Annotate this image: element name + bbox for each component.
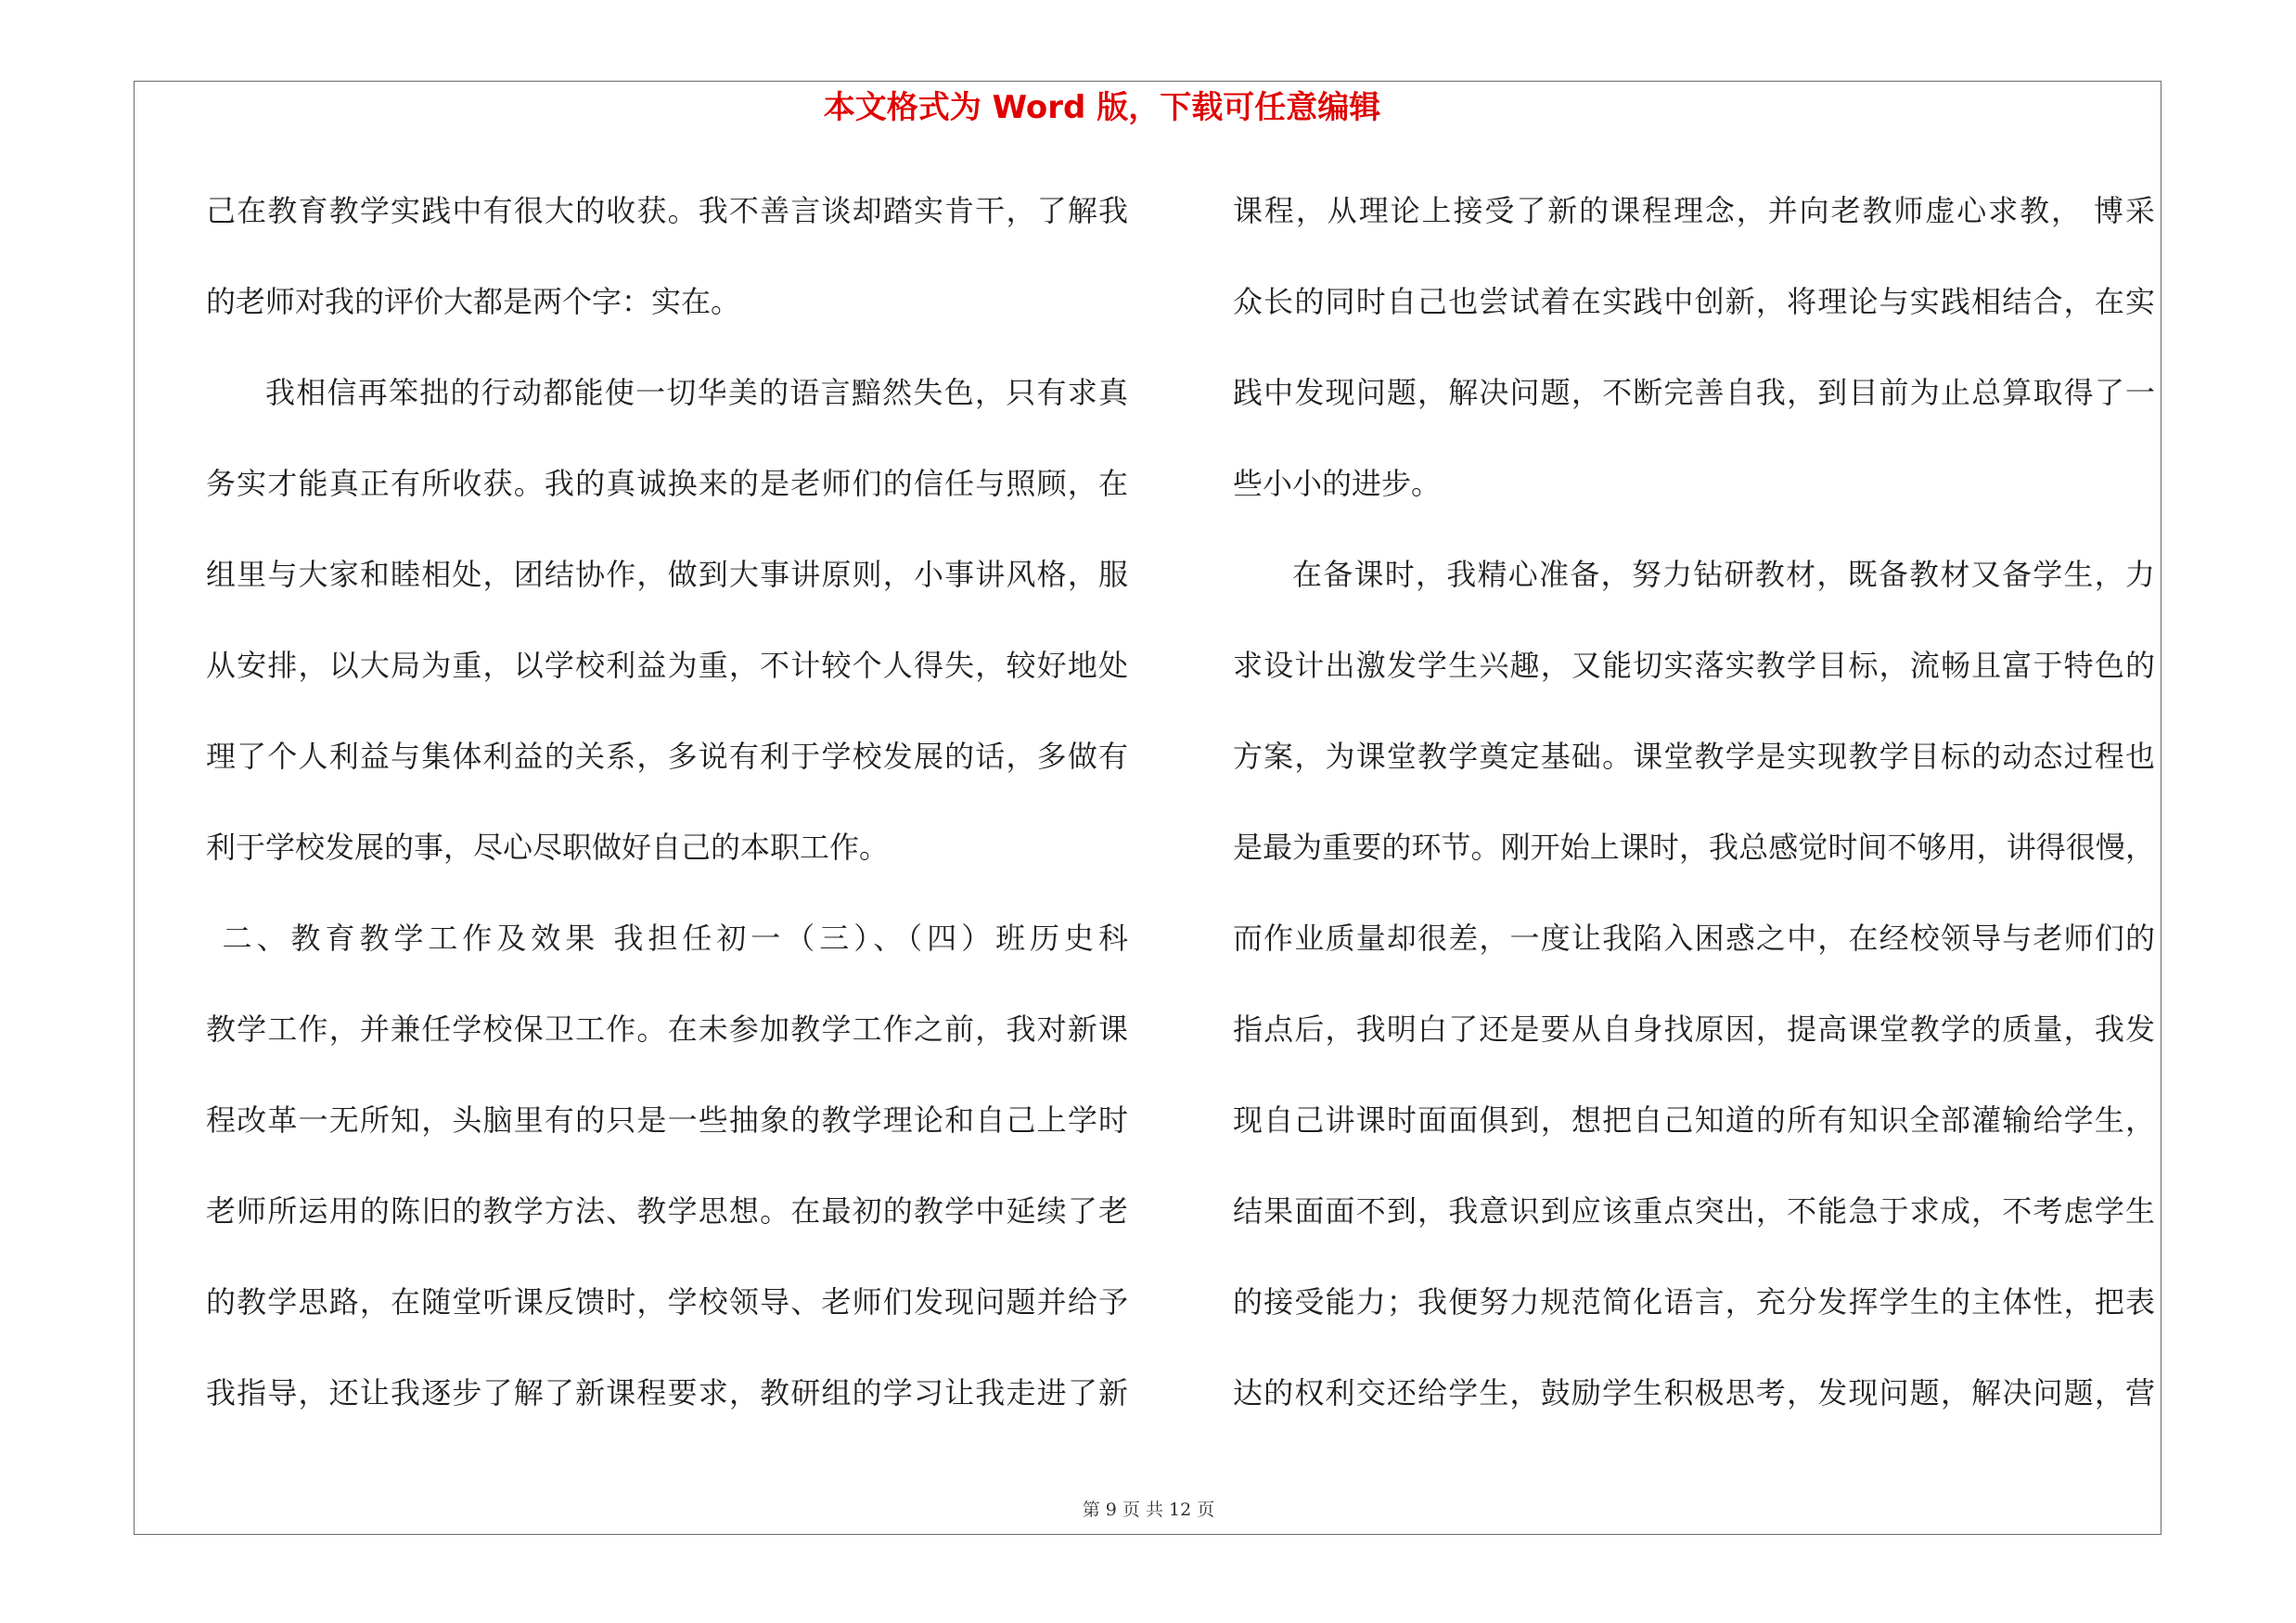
text-line: 教学工作，并兼任学校保卫工作。在未参加教学工作之前，我对新课: [206, 1011, 1128, 1047]
text-line: 的教学思路，在随堂听课反馈时，学校领导、老师们发现问题并给予: [206, 1284, 1128, 1320]
text-line: 达的权利交还给学生，鼓励学生积极思考，发现问题，解决问题，营: [1233, 1375, 2155, 1410]
text-line: 的接受能力；我便努力规范简化语言，充分发挥学生的主体性，把表: [1233, 1284, 2155, 1320]
text-line: 些小小的进步。: [1233, 466, 1442, 501]
text-line: 结果面面不到，我意识到应该重点突出，不能急于求成，不考虑学生: [1233, 1193, 2155, 1229]
text-line: 我指导，还让我逐步了解了新课程要求，教研组的学习让我走进了新: [206, 1375, 1128, 1410]
text-line: 是最为重要的环节。刚开始上课时，我总感觉时间不够用，讲得很慢，: [1233, 830, 2155, 865]
text-line: 在备课时，我精心准备，努力钻研教材，既备教材又备学生，力: [1292, 557, 2155, 592]
text-line: 课程，从理论上接受了新的课程理念，并向老教师虚心求教， 博采: [1233, 193, 2155, 228]
section-heading-line: 二、教育教学工作及效果 我担任初一（三）、（四）班历史科: [222, 921, 1128, 956]
text-line: 方案，为课堂教学奠定基础。课堂教学是实现教学目标的动态过程也: [1233, 739, 2155, 774]
text-line: 求设计出激发学生兴趣，又能切实落实教学目标，流畅且富于特色的: [1233, 648, 2155, 683]
text-line: 而作业质量却很差，一度让我陷入困惑之中，在经校领导与老师们的: [1233, 921, 2155, 956]
text-line: 从安排，以大局为重，以学校利益为重，不计较个人得失，较好地处: [206, 648, 1128, 683]
text-line: 利于学校发展的事，尽心尽职做好自己的本职工作。: [206, 830, 890, 865]
text-line: 我相信再笨拙的行动都能使一切华美的语言黯然失色，只有求真: [265, 375, 1128, 410]
text-line: 老师所运用的陈旧的教学方法、教学思想。在最初的教学中延续了老: [206, 1193, 1128, 1229]
format-notice-header: 本文格式为 Word 版，下载可任意编辑: [823, 89, 1381, 126]
text-line: 践中发现问题，解决问题，不断完善自我，到目前为止总算取得了一: [1233, 375, 2155, 410]
right-column: [1233, 165, 2155, 1438]
left-column: [206, 165, 1128, 1438]
text-line: 组里与大家和睦相处，团结协作，做到大事讲原则，小事讲风格，服: [206, 557, 1128, 592]
text-line: 务实才能真正有所收获。我的真诚换来的是老师们的信任与照顾，在: [206, 466, 1128, 501]
page-number-footer: 第 9 页 共 12 页: [1082, 1500, 1215, 1520]
text-line: 众长的同时自己也尝试着在实践中创新，将理论与实践相结合，在实: [1233, 284, 2155, 319]
text-line: 现自己讲课时面面俱到，想把自己知道的所有知识全部灌输给学生，: [1233, 1102, 2155, 1138]
text-line: 的老师对我的评价大都是两个字：实在。: [206, 284, 741, 319]
text-line: 程改革一无所知，头脑里有的只是一些抽象的教学理论和自己上学时: [206, 1102, 1128, 1138]
text-line: 指点后，我明白了还是要从自身找原因，提高课堂教学的质量，我发: [1233, 1011, 2155, 1047]
text-line: 理了个人利益与集体利益的关系，多说有利于学校发展的话，多做有: [206, 739, 1128, 774]
text-line: 己在教育教学实践中有很大的收获。我不善言谈却踏实肯干，了解我: [206, 193, 1128, 228]
